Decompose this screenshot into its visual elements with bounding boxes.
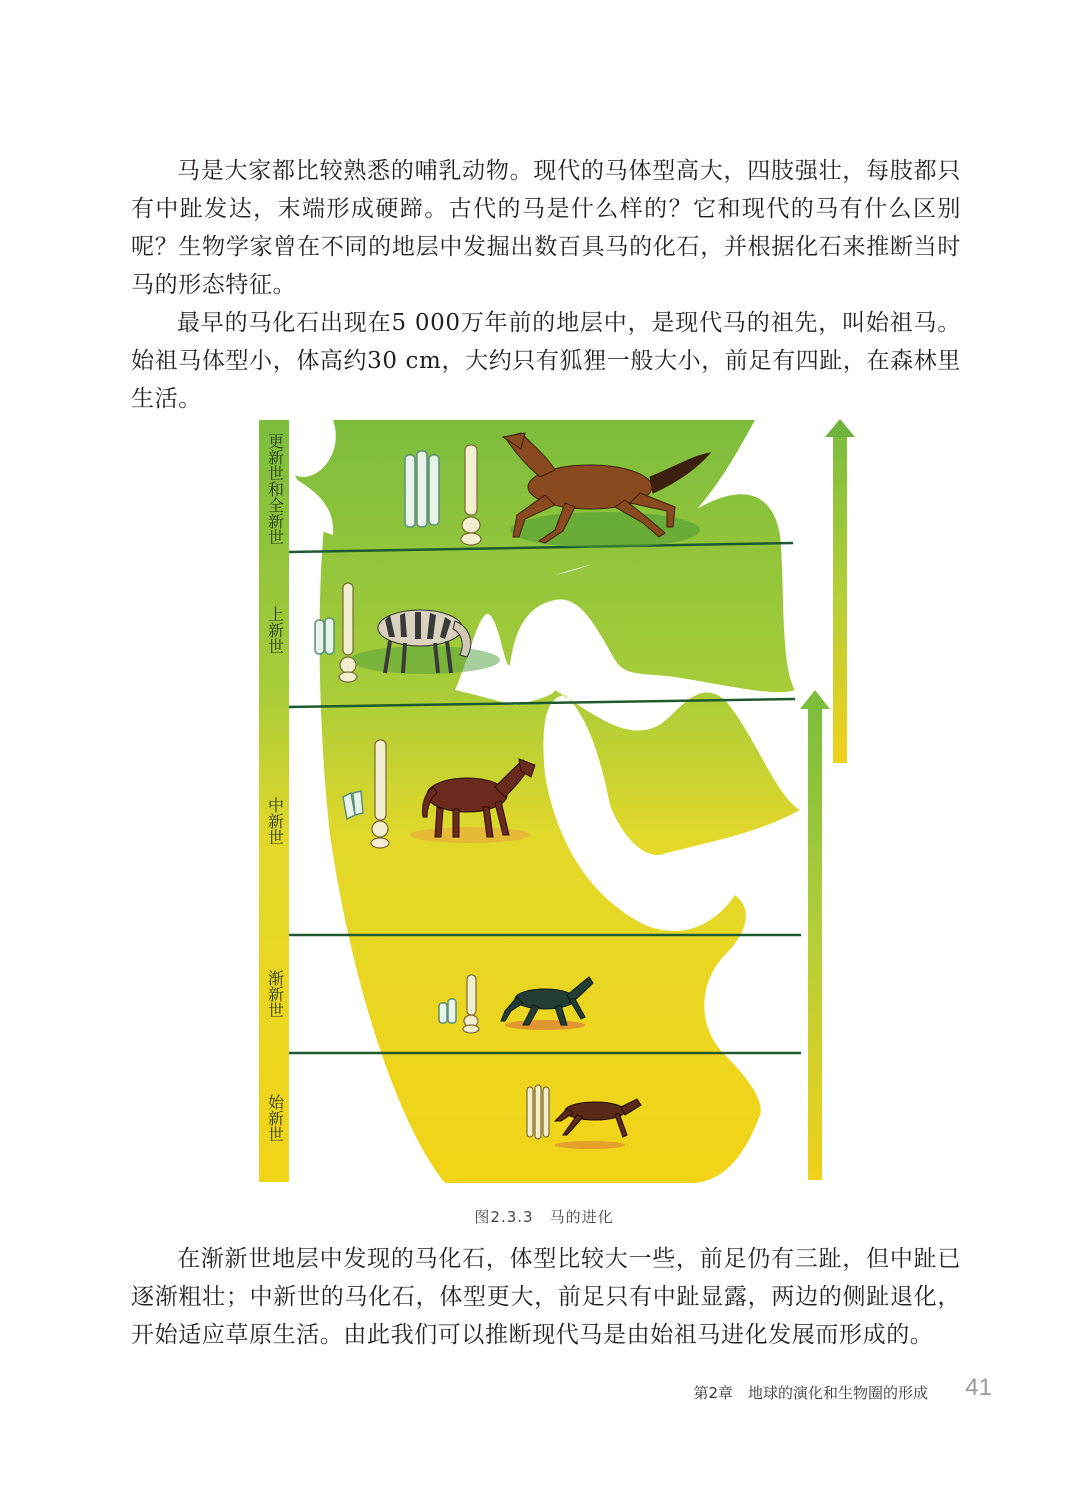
oligocene-tooth-icon — [439, 999, 456, 1023]
eocene-foot-bone-icon — [527, 1085, 549, 1139]
era-label-pliocene: 上新世 — [265, 606, 285, 654]
evolution-diagram — [255, 415, 865, 1185]
paragraph-intro: 马是大家都比较熟悉的哺乳动物。现代的马体型高大，四肢强壮，每肢都只有中趾发达，末端形成硬蹄。古代的马是什么样的？它和现代的马有什么区别呢？生物学家曾在不同的地层中发掘出数百具马的化石，并根据化石来推断当时马的形态特征。 — [131, 158, 961, 298]
paragraph-conclusion: 在渐新世地层中发现的马化石，体型比较大一些，前足仍有三趾，但中趾已逐渐粗壮；中新世的马化石，体型更大，前足只有中趾显露，两边的侧趾退化，开始适应草原生活。由此我们可以推断现代马是由始祖马进化发展而形成的。 — [131, 1246, 961, 1348]
figure-caption: 图2.3.3 马的进化 — [474, 1208, 614, 1226]
paragraph-eohippus: 最早的马化石出现在5 000万年前的地层中，是现代马的祖先，叫始祖马。始祖马体型小，体高约30 cm，大约只有狐狸一般大小，前足有四趾，在森林里生活。 — [131, 310, 961, 412]
era-label-eocene: 始新世 — [265, 1093, 285, 1142]
horse-evolution-figure — [255, 415, 865, 1185]
upper-arrow — [825, 419, 855, 763]
chapter-footer: 第2章 地球的演化和生物圈的形成 — [693, 1384, 928, 1402]
lower-arrow — [800, 690, 830, 1180]
pliocene-tooth-icon — [315, 618, 334, 654]
pleistocene-tooth-icon — [405, 451, 439, 527]
era-label-miocene: 中新世 — [265, 797, 285, 845]
era-label-pleistocene-holocene: 更新世和全新世 — [265, 432, 285, 545]
page-number: 41 — [965, 1374, 992, 1401]
era-label-oligocene: 渐新世 — [265, 970, 285, 1018]
